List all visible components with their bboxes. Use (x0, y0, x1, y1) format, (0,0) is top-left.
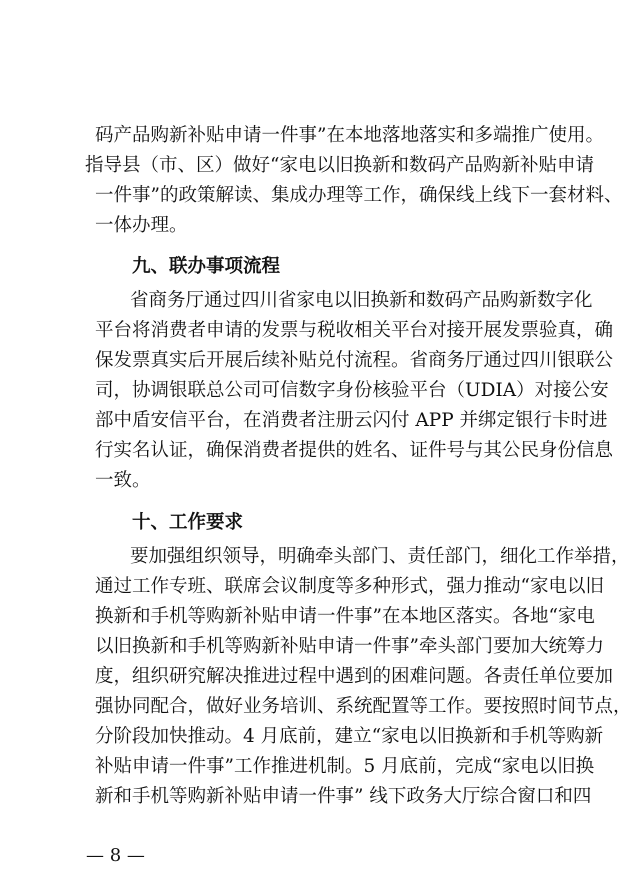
section-heading-10: 十、工作要求 (132, 512, 244, 533)
text-line: 司，协调银联总公司可信数字身份核验平台（UDIA）对接公安 (95, 380, 609, 401)
text-line: 通过工作专班、联席会议制度等多种形式，强力推动“家电以旧 (95, 576, 604, 597)
intro-paragraph (85, 121, 623, 241)
section-heading-9: 九、联办事项流程 (132, 256, 281, 277)
text-line: 补贴申请一件事”工作推进机制。5 月底前，完成“家电以旧换 (95, 756, 595, 777)
text-line: 码产品购新补贴申请一件事”在本地落地落实和多端推广使用。 (95, 125, 604, 146)
text-line: 平台将消费者申请的发票与税收相关平台对接开展发票验真，确 (95, 320, 614, 341)
text-line: 行实名认证，确保消费者提供的姓名、证件号与其公民身份信息 (95, 440, 614, 461)
section-9-paragraph (95, 286, 614, 496)
text-line: 强协同配合，做好业务培训、系统配置等工作。要按照时间节点， (95, 696, 632, 717)
text-line: 保发票真实后开展后续补贴兑付流程。省商务厅通过四川银联公 (95, 350, 614, 371)
text-line: 部中盾安信平台，在消费者注册云闪付 APP 并绑定银行卡时进 (95, 410, 608, 431)
text-line: 新和手机等购新补贴申请一件事” 线下政务大厅综合窗口和四 (95, 786, 592, 807)
text-line: 要加强组织领导，明确牵头部门、责任部门，细化工作举措， (130, 546, 630, 567)
text-line: 度，组织研究解决推进过程中遇到的困难问题。各责任单位要加 (95, 666, 614, 687)
text-line: 省商务厅通过四川省家电以旧换新和数码产品购新数字化 (130, 290, 593, 311)
text-line: 一体办理。 (95, 215, 188, 236)
section-10-paragraph (95, 542, 632, 812)
page-number: — 8 — (86, 845, 145, 866)
text-line: 以旧换新和手机等购新补贴申请一件事”牵头部门要加大统筹力 (95, 636, 604, 657)
text-line: 换新和手机等购新补贴申请一件事”在本地区落实。各地“家电 (95, 606, 595, 627)
text-line: 一件事”的政策解读、集成办理等工作，确保线上线下一套材料、 (95, 185, 623, 206)
text-line: 分阶段加快推动。4 月底前，建立“家电以旧换新和手机等购新 (95, 726, 604, 747)
text-line: 一致。 (95, 470, 151, 491)
text-line: 指导县（市、区）做好“家电以旧换新和数码产品购新补贴申请 (85, 155, 594, 176)
